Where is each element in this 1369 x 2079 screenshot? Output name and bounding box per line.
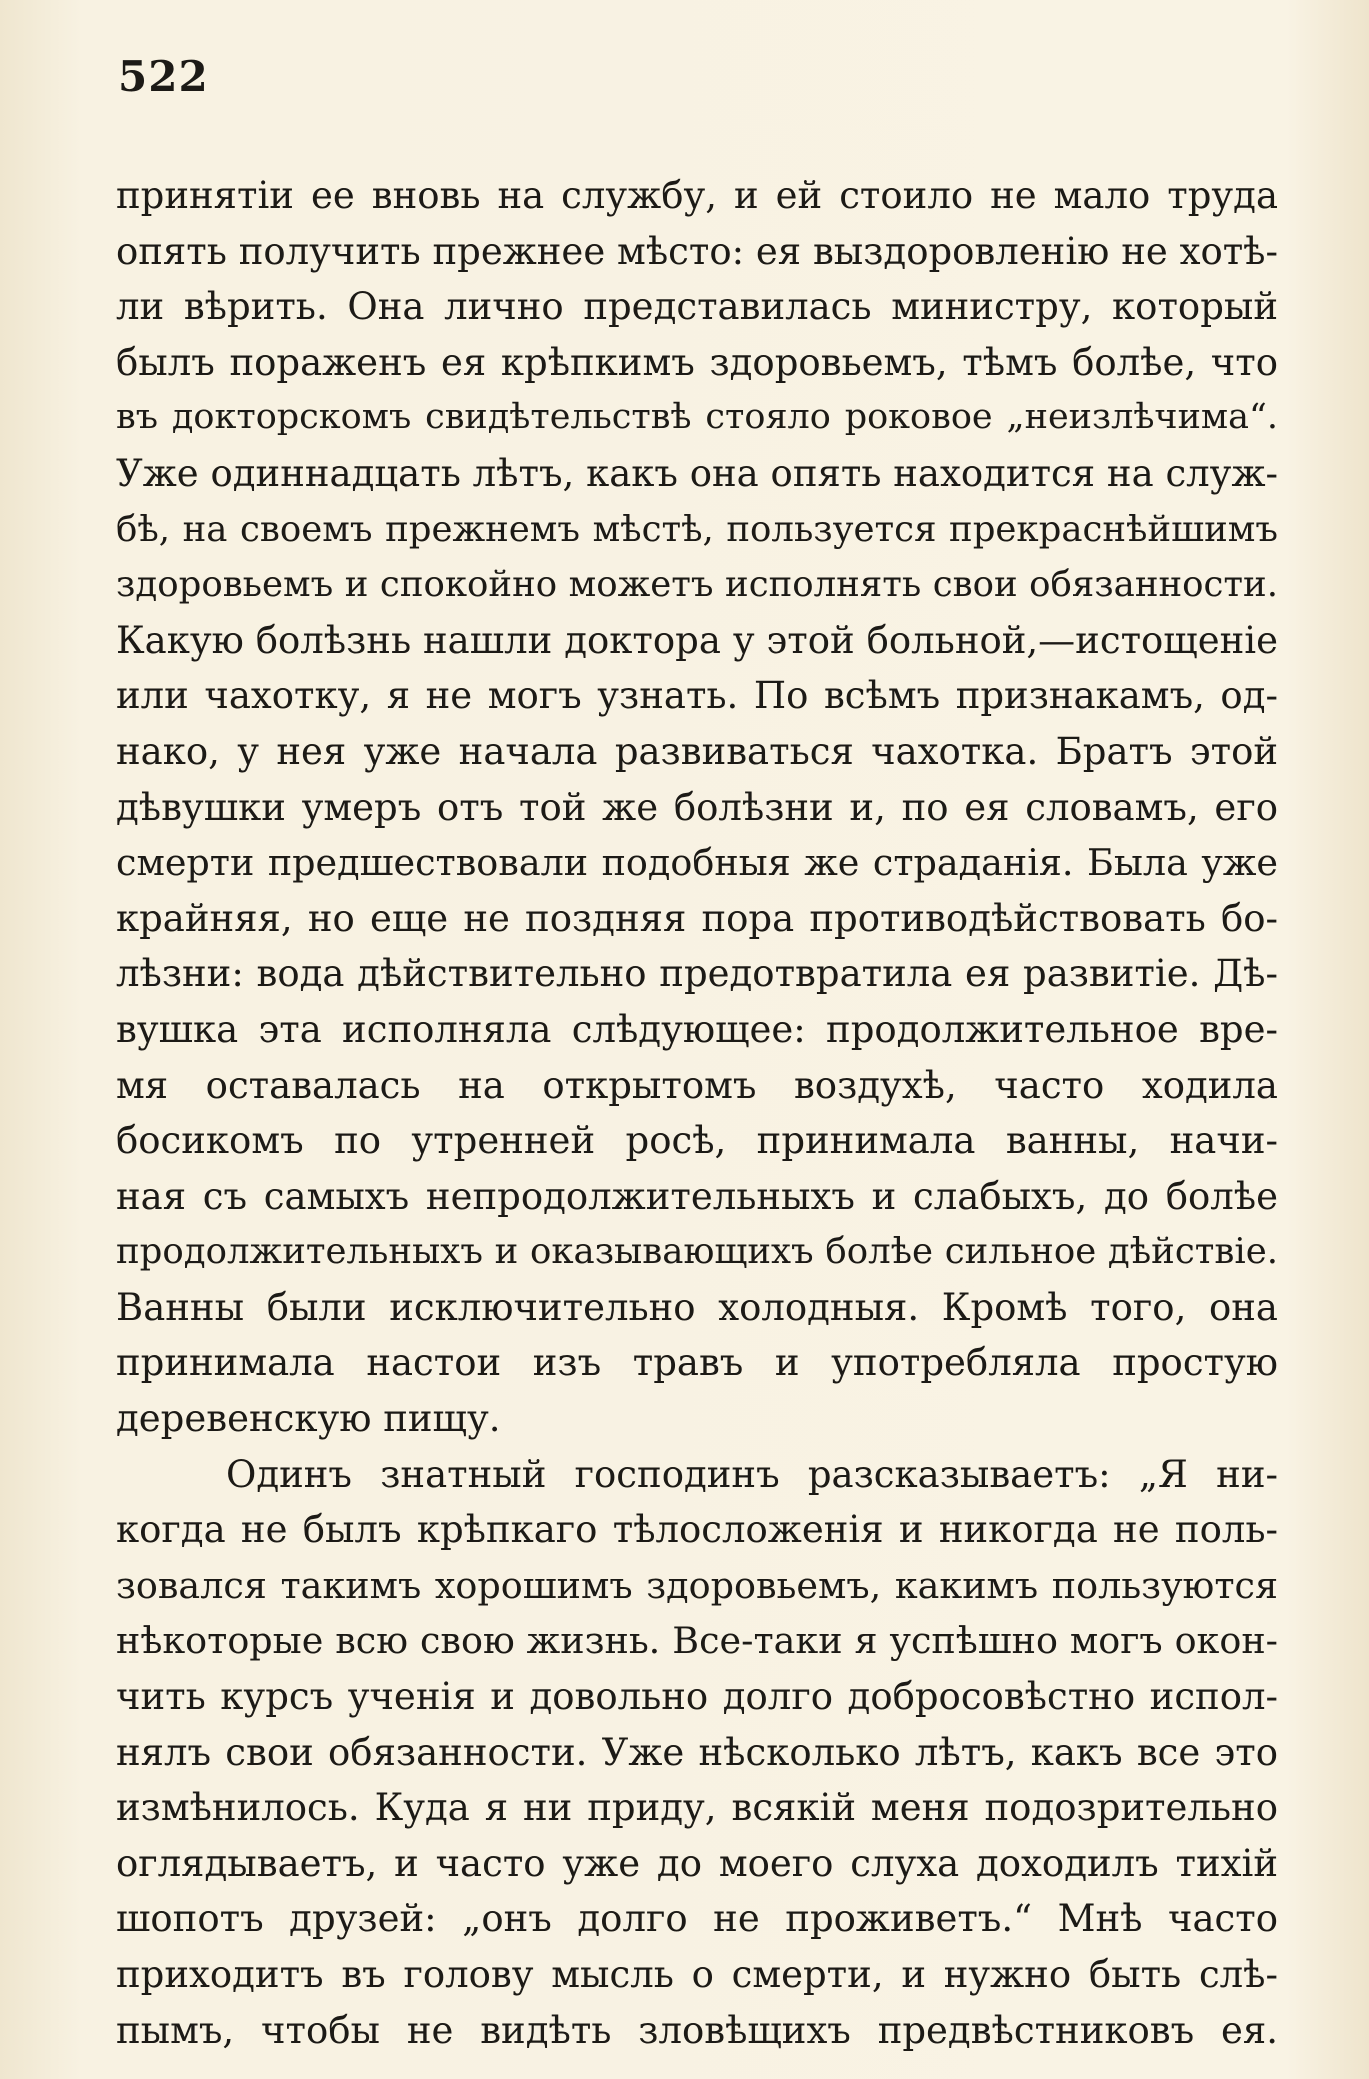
text-line: мя оставалась на открытомъ воздухѣ, часто ходила [116,1063,1278,1107]
text-line: вушка эта исполняла слѣдующее: продолжительное вре- [116,1007,1278,1051]
text-line: Ванны были исключительно холодныя. Кромѣ того, она [116,1285,1278,1329]
text-line: ная съ самыхъ непродолжительныхъ и слабыхъ, до болѣе [116,1174,1278,1218]
text-line: былъ пораженъ ея крѣпкимъ здоровьемъ, тѣмъ болѣе, что [116,340,1278,384]
text-line: деревенскую пищу. [116,1397,501,1441]
text-line: бѣ, на своемъ прежнемъ мѣстѣ, пользуется прекраснѣйшимъ [116,508,1278,550]
text-line: шопотъ друзей: „онъ долго не проживетъ.“ Мнѣ часто [116,1897,1278,1941]
text-line: въ докторскомъ свидѣтельствѣ стояло роковое „неизлѣчима“. [116,397,1278,438]
text-line: крайняя, но еще не поздняя пора противодѣйствовать бо- [116,896,1278,940]
text-line: дѣвушки умеръ отъ той же болѣзни и, по ея словамъ, его [116,785,1278,829]
text-line: Какую болѣзнь нашли доктора у этой больной,—истощеніе [116,618,1278,662]
paragraph [116,1447,1278,2059]
text-line: Уже одиннадцать лѣтъ, какъ она опять находится на служ- [116,451,1278,495]
text-line: нѣкоторые всю свою жизнь. Все-таки я успѣшно могъ окон- [116,1619,1278,1663]
text-line: приходитъ въ голову мысль о смерти, и нужно быть слѣ- [116,1953,1278,1996]
text-line: босикомъ по утренней росѣ, принимала ванны, начи- [116,1119,1278,1163]
text-line: когда не былъ крѣпкаго тѣлосложенія и никогда не поль- [116,1508,1278,1552]
text-line: продолжительныхъ и оказывающихъ болѣе сильное дѣйствіе. [116,1231,1278,1273]
text-line: лѣзни: вода дѣйствительно предотвратила ея развитіе. Дѣ- [116,952,1278,996]
text-line: измѣнилось. Куда я ни приду, всякій меня подозрительно [116,1786,1278,1830]
text-line: чить курсъ ученія и довольно долго добросовѣстно испол- [116,1675,1278,1719]
text-line: здоровьемъ и спокойно можетъ исполнять свои обязанности. [116,564,1278,606]
body-text [116,168,1278,2058]
text-line: зовался такимъ хорошимъ здоровьемъ, какимъ пользуются [116,1563,1278,1607]
text-line: принятіи ее вновь на службу, и ей стоило не мало труда [116,174,1278,217]
text-line: принимала настои изъ травъ и употребляла простую [116,1341,1278,1385]
text-line: ли вѣрить. Она лично представилась министру, который [116,285,1278,329]
page-number: 522 [118,52,209,101]
text-line: смерти предшествовали подобныя же страданія. Была уже [116,841,1278,885]
text-line: пымъ, чтобы не видѣть зловѣщихъ предвѣстниковъ ея. [116,2008,1278,2052]
text-line: Одинъ знатный господинъ разсказываетъ: „Я ни- [226,1452,1278,1496]
text-line: оглядываетъ, и часто уже до моего слуха доходилъ тихій [116,1841,1278,1885]
paragraph [116,168,1278,1447]
text-line: опять получить прежнее мѣсто: ея выздоровленію не хотѣ- [116,229,1278,273]
text-line: нялъ свои обязанности. Уже нѣсколько лѣтъ, какъ все это [116,1730,1278,1774]
text-line: или чахотку, я не могъ узнать. По всѣмъ признакамъ, од- [116,674,1278,718]
text-line: нако, у нея уже начала развиваться чахотка. Братъ этой [116,729,1278,773]
